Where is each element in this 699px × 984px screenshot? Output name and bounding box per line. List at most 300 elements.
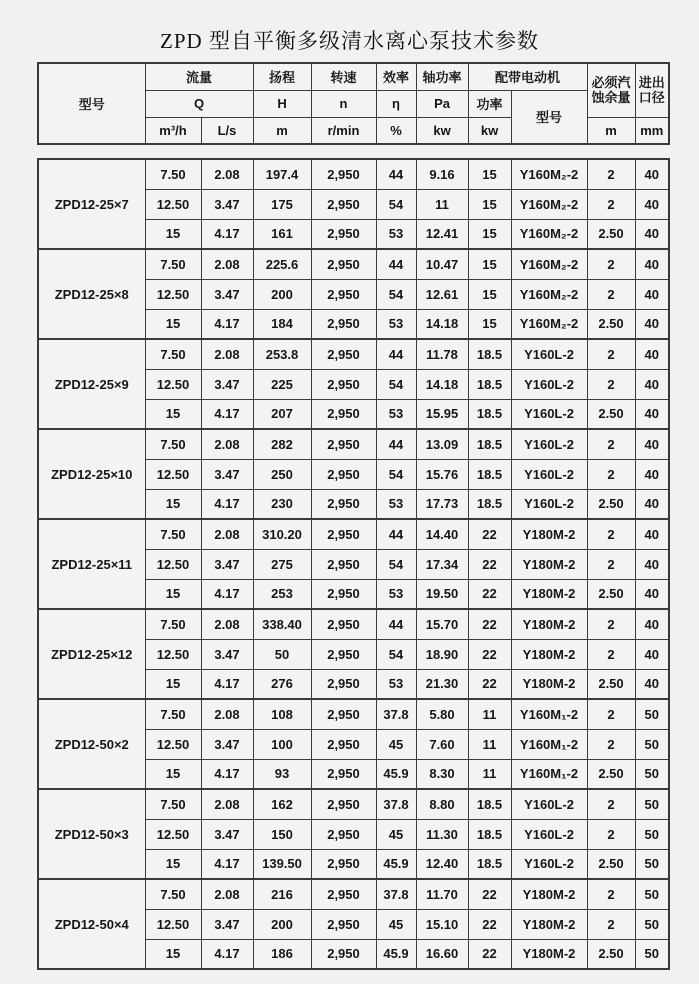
value-cell: Y160M₁-2 [511, 699, 587, 729]
value-cell: 22 [468, 519, 511, 549]
value-cell: 9.16 [416, 159, 468, 189]
value-cell: 45.9 [376, 939, 416, 969]
value-cell: 2 [587, 279, 635, 309]
value-cell: 3.47 [201, 729, 253, 759]
value-cell: 18.5 [468, 429, 511, 459]
value-cell: Y160M₁-2 [511, 759, 587, 789]
header-npsh [587, 63, 635, 117]
value-cell: 338.40 [253, 609, 311, 639]
value-cell: 2,950 [311, 549, 376, 579]
value-cell: 139.50 [253, 849, 311, 879]
header-npsh-line2: 蚀余量 [591, 90, 631, 106]
value-cell: 54 [376, 369, 416, 399]
value-cell: 216 [253, 879, 311, 909]
value-cell: 44 [376, 339, 416, 369]
value-cell: 22 [468, 609, 511, 639]
value-cell: 7.50 [145, 879, 201, 909]
value-cell: 2.50 [587, 489, 635, 519]
value-cell: 18.5 [468, 399, 511, 429]
value-cell: 18.5 [468, 819, 511, 849]
params-data-body [38, 159, 669, 969]
value-cell: 7.60 [416, 729, 468, 759]
value-cell: 15 [468, 189, 511, 219]
value-cell: 2 [587, 699, 635, 729]
value-cell: 40 [635, 429, 669, 459]
model-cell: ZPD12-25×8 [38, 249, 145, 339]
model-cell: ZPD12-50×3 [38, 789, 145, 879]
value-cell: 7.50 [145, 609, 201, 639]
value-cell: 17.73 [416, 489, 468, 519]
value-cell: 225.6 [253, 249, 311, 279]
model-cell: ZPD12-25×12 [38, 609, 145, 699]
value-cell: 40 [635, 159, 669, 189]
value-cell: 3.47 [201, 549, 253, 579]
model-cell: ZPD12-50×4 [38, 879, 145, 969]
value-cell: 15 [145, 759, 201, 789]
value-cell: 2,950 [311, 699, 376, 729]
value-cell: 2,950 [311, 879, 376, 909]
value-cell: 17.34 [416, 549, 468, 579]
value-cell: 44 [376, 519, 416, 549]
value-cell: 22 [468, 669, 511, 699]
value-cell: 225 [253, 369, 311, 399]
value-cell: 44 [376, 159, 416, 189]
value-cell: Y180M-2 [511, 909, 587, 939]
value-cell: 50 [635, 699, 669, 729]
header-shaft-power-symbol: Pa [416, 90, 468, 117]
value-cell: 53 [376, 579, 416, 609]
value-cell: 2.08 [201, 789, 253, 819]
value-cell: 50 [253, 639, 311, 669]
value-cell: 40 [635, 189, 669, 219]
value-cell: 50 [635, 849, 669, 879]
value-cell: 45.9 [376, 759, 416, 789]
value-cell: 22 [468, 549, 511, 579]
header-head: 扬程 [253, 63, 311, 90]
value-cell: 2.50 [587, 669, 635, 699]
value-cell: 184 [253, 309, 311, 339]
value-cell: 40 [635, 639, 669, 669]
value-cell: 40 [635, 609, 669, 639]
value-cell: 4.17 [201, 579, 253, 609]
value-cell: 4.17 [201, 309, 253, 339]
value-cell: 2,950 [311, 429, 376, 459]
value-cell: 54 [376, 549, 416, 579]
value-cell: 2.08 [201, 339, 253, 369]
value-cell: 14.18 [416, 309, 468, 339]
value-cell: 37.8 [376, 789, 416, 819]
params-header-table [37, 62, 670, 145]
table-row [38, 429, 669, 459]
model-cell: ZPD12-50×2 [38, 699, 145, 789]
value-cell: 2.08 [201, 159, 253, 189]
value-cell: 2.50 [587, 399, 635, 429]
header-port-line2: 口径 [638, 90, 665, 106]
value-cell: 162 [253, 789, 311, 819]
params-data-table [37, 158, 670, 970]
value-cell: 16.60 [416, 939, 468, 969]
value-cell: 15 [145, 219, 201, 249]
value-cell: 4.17 [201, 399, 253, 429]
page-title: ZPD 型自平衡多级清水离心泵技术参数 [160, 29, 539, 53]
value-cell: Y180M-2 [511, 549, 587, 579]
value-cell: 2.08 [201, 249, 253, 279]
value-cell: 2,950 [311, 759, 376, 789]
value-cell: 45 [376, 819, 416, 849]
value-cell: 2 [587, 549, 635, 579]
value-cell: 15.76 [416, 459, 468, 489]
table-row [38, 699, 669, 729]
value-cell: 54 [376, 459, 416, 489]
value-cell: 15 [145, 849, 201, 879]
value-cell: 2.50 [587, 939, 635, 969]
value-cell: 44 [376, 609, 416, 639]
value-cell: 4.17 [201, 849, 253, 879]
value-cell: 11.70 [416, 879, 468, 909]
value-cell: 2,950 [311, 849, 376, 879]
value-cell: 12.50 [145, 909, 201, 939]
value-cell: 12.50 [145, 189, 201, 219]
value-cell: Y160M₂-2 [511, 159, 587, 189]
header-flow: 流量 [145, 63, 253, 90]
value-cell: 11 [468, 759, 511, 789]
value-cell: 22 [468, 939, 511, 969]
model-cell: ZPD12-25×9 [38, 339, 145, 429]
value-cell: 5.80 [416, 699, 468, 729]
value-cell: Y180M-2 [511, 579, 587, 609]
value-cell: 4.17 [201, 759, 253, 789]
value-cell: 10.47 [416, 249, 468, 279]
value-cell: 12.50 [145, 279, 201, 309]
value-cell: 2.50 [587, 579, 635, 609]
value-cell: 18.5 [468, 459, 511, 489]
value-cell: 14.18 [416, 369, 468, 399]
value-cell: 18.5 [468, 369, 511, 399]
value-cell: Y160M₂-2 [511, 279, 587, 309]
value-cell: 44 [376, 249, 416, 279]
value-cell: 40 [635, 519, 669, 549]
value-cell: 15 [468, 249, 511, 279]
value-cell: 2 [587, 819, 635, 849]
value-cell: 50 [635, 789, 669, 819]
value-cell: 150 [253, 819, 311, 849]
value-cell: 2,950 [311, 789, 376, 819]
value-cell: 15 [145, 669, 201, 699]
header-npsh-unit: m [587, 117, 635, 144]
value-cell: 282 [253, 429, 311, 459]
value-cell: 2,950 [311, 369, 376, 399]
value-cell: 2 [587, 639, 635, 669]
value-cell: 40 [635, 249, 669, 279]
value-cell: 2.08 [201, 609, 253, 639]
value-cell: 40 [635, 489, 669, 519]
value-cell: 276 [253, 669, 311, 699]
value-cell: 2 [587, 909, 635, 939]
value-cell: 7.50 [145, 249, 201, 279]
value-cell: 50 [635, 879, 669, 909]
model-cell: ZPD12-25×7 [38, 159, 145, 249]
value-cell: 3.47 [201, 639, 253, 669]
value-cell: Y160L-2 [511, 789, 587, 819]
value-cell: 2,950 [311, 219, 376, 249]
header-motor: 配带电动机 [468, 63, 587, 90]
table-row [38, 789, 669, 819]
value-cell: 15.95 [416, 399, 468, 429]
value-cell: 40 [635, 219, 669, 249]
value-cell: 53 [376, 309, 416, 339]
value-cell: Y160L-2 [511, 399, 587, 429]
value-cell: 11.78 [416, 339, 468, 369]
value-cell: 2,950 [311, 669, 376, 699]
header-flow-symbol: Q [145, 90, 253, 117]
value-cell: 3.47 [201, 369, 253, 399]
value-cell: 2 [587, 609, 635, 639]
value-cell: 12.40 [416, 849, 468, 879]
value-cell: 3.47 [201, 189, 253, 219]
value-cell: 18.5 [468, 489, 511, 519]
value-cell: 37.8 [376, 699, 416, 729]
value-cell: 40 [635, 339, 669, 369]
value-cell: 2 [587, 729, 635, 759]
value-cell: 45.9 [376, 849, 416, 879]
value-cell: 2 [587, 789, 635, 819]
value-cell: 100 [253, 729, 311, 759]
value-cell: Y160L-2 [511, 429, 587, 459]
value-cell: 18.90 [416, 639, 468, 669]
value-cell: 2,950 [311, 189, 376, 219]
value-cell: 13.09 [416, 429, 468, 459]
value-cell: 50 [635, 909, 669, 939]
value-cell: Y180M-2 [511, 939, 587, 969]
value-cell: 40 [635, 459, 669, 489]
value-cell: 7.50 [145, 429, 201, 459]
value-cell: 15 [145, 399, 201, 429]
value-cell: 161 [253, 219, 311, 249]
header-shaft-power: 轴功率 [416, 63, 468, 90]
header-flow-unit-ls: L/s [201, 117, 253, 144]
value-cell: 54 [376, 639, 416, 669]
value-cell: 3.47 [201, 909, 253, 939]
value-cell: Y180M-2 [511, 519, 587, 549]
value-cell: 2,950 [311, 489, 376, 519]
value-cell: Y160L-2 [511, 339, 587, 369]
value-cell: 230 [253, 489, 311, 519]
value-cell: 200 [253, 909, 311, 939]
value-cell: 4.17 [201, 219, 253, 249]
value-cell: 2.08 [201, 429, 253, 459]
value-cell: 2 [587, 339, 635, 369]
value-cell: 15 [468, 159, 511, 189]
value-cell: Y160L-2 [511, 489, 587, 519]
header-motor-model: 型号 [511, 90, 587, 144]
table-row [38, 159, 669, 189]
value-cell: 45 [376, 729, 416, 759]
value-cell: 53 [376, 489, 416, 519]
value-cell: 2,950 [311, 909, 376, 939]
table-row [38, 879, 669, 909]
value-cell: Y180M-2 [511, 879, 587, 909]
value-cell: 2 [587, 159, 635, 189]
value-cell: 2.50 [587, 309, 635, 339]
value-cell: 2 [587, 369, 635, 399]
value-cell: 2,950 [311, 309, 376, 339]
value-cell: 253 [253, 579, 311, 609]
value-cell: 93 [253, 759, 311, 789]
table-row [38, 609, 669, 639]
header-efficiency: 效率 [376, 63, 416, 90]
value-cell: 54 [376, 189, 416, 219]
value-cell: 15.10 [416, 909, 468, 939]
value-cell: 108 [253, 699, 311, 729]
value-cell: 310.20 [253, 519, 311, 549]
value-cell: 3.47 [201, 459, 253, 489]
header-speed-symbol: n [311, 90, 376, 117]
value-cell: 7.50 [145, 339, 201, 369]
value-cell: 19.50 [416, 579, 468, 609]
value-cell: 253.8 [253, 339, 311, 369]
value-cell: 275 [253, 549, 311, 579]
value-cell: 22 [468, 639, 511, 669]
value-cell: 15 [145, 579, 201, 609]
header-motor-power: 功率 [468, 90, 511, 117]
header-shaft-power-unit: kw [416, 117, 468, 144]
value-cell: 3.47 [201, 819, 253, 849]
value-cell: 2,950 [311, 399, 376, 429]
value-cell: 200 [253, 279, 311, 309]
table-row [38, 339, 669, 369]
value-cell: 175 [253, 189, 311, 219]
value-cell: 15 [145, 309, 201, 339]
value-cell: 2,950 [311, 249, 376, 279]
value-cell: 40 [635, 369, 669, 399]
header-efficiency-unit: % [376, 117, 416, 144]
header-port [635, 63, 669, 117]
value-cell: 7.50 [145, 519, 201, 549]
table-row [38, 519, 669, 549]
header-head-unit: m [253, 117, 311, 144]
value-cell: 22 [468, 909, 511, 939]
value-cell: Y160M₁-2 [511, 729, 587, 759]
value-cell: 37.8 [376, 879, 416, 909]
value-cell: Y180M-2 [511, 669, 587, 699]
value-cell: 12.50 [145, 729, 201, 759]
value-cell: 15 [145, 489, 201, 519]
value-cell: 18.5 [468, 339, 511, 369]
value-cell: 18.5 [468, 789, 511, 819]
value-cell: 8.30 [416, 759, 468, 789]
value-cell: Y160M₂-2 [511, 309, 587, 339]
value-cell: 12.50 [145, 639, 201, 669]
value-cell: 7.50 [145, 159, 201, 189]
value-cell: 2 [587, 189, 635, 219]
value-cell: 40 [635, 309, 669, 339]
value-cell: 7.50 [145, 699, 201, 729]
value-cell: 7.50 [145, 789, 201, 819]
value-cell: Y160M₂-2 [511, 249, 587, 279]
value-cell: 15 [468, 219, 511, 249]
value-cell: 2.08 [201, 879, 253, 909]
header-speed: 转速 [311, 63, 376, 90]
header-model: 型号 [38, 63, 145, 144]
value-cell: 2 [587, 429, 635, 459]
value-cell: 12.50 [145, 819, 201, 849]
value-cell: 40 [635, 399, 669, 429]
value-cell: 186 [253, 939, 311, 969]
value-cell: 8.80 [416, 789, 468, 819]
value-cell: 53 [376, 219, 416, 249]
value-cell: Y160M₂-2 [511, 189, 587, 219]
value-cell: 11 [468, 729, 511, 759]
value-cell: 12.50 [145, 549, 201, 579]
value-cell: 3.47 [201, 279, 253, 309]
value-cell: 2.50 [587, 849, 635, 879]
value-cell: 40 [635, 549, 669, 579]
value-cell: 2,950 [311, 519, 376, 549]
value-cell: 11 [468, 699, 511, 729]
value-cell: 54 [376, 279, 416, 309]
header-port-unit: mm [635, 117, 669, 144]
value-cell: 50 [635, 729, 669, 759]
value-cell: 2.08 [201, 699, 253, 729]
value-cell: 4.17 [201, 669, 253, 699]
value-cell: Y160L-2 [511, 459, 587, 489]
value-cell: 2,950 [311, 639, 376, 669]
value-cell: 4.17 [201, 939, 253, 969]
value-cell: 12.41 [416, 219, 468, 249]
value-cell: 2.50 [587, 759, 635, 789]
value-cell: 15 [468, 279, 511, 309]
value-cell: 22 [468, 579, 511, 609]
value-cell: 45 [376, 909, 416, 939]
model-cell: ZPD12-25×11 [38, 519, 145, 609]
value-cell: Y160L-2 [511, 849, 587, 879]
value-cell: 11.30 [416, 819, 468, 849]
value-cell: 2,950 [311, 459, 376, 489]
value-cell: 40 [635, 669, 669, 699]
header-npsh-line1: 必须汽 [591, 74, 631, 90]
value-cell: 12.50 [145, 369, 201, 399]
value-cell: 207 [253, 399, 311, 429]
value-cell: 2 [587, 879, 635, 909]
value-cell: 2,950 [311, 729, 376, 759]
value-cell: 2.50 [587, 219, 635, 249]
value-cell: 2,950 [311, 939, 376, 969]
value-cell: 250 [253, 459, 311, 489]
value-cell: 18.5 [468, 849, 511, 879]
value-cell: 21.30 [416, 669, 468, 699]
value-cell: 2,950 [311, 339, 376, 369]
value-cell: 15.70 [416, 609, 468, 639]
value-cell: 2.08 [201, 519, 253, 549]
value-cell: 12.50 [145, 459, 201, 489]
value-cell: 40 [635, 279, 669, 309]
value-cell: 44 [376, 429, 416, 459]
value-cell: Y180M-2 [511, 609, 587, 639]
table-row [38, 249, 669, 279]
value-cell: 197.4 [253, 159, 311, 189]
value-cell: 2,950 [311, 819, 376, 849]
value-cell: 50 [635, 819, 669, 849]
value-cell: 15 [145, 939, 201, 969]
value-cell: 2,950 [311, 279, 376, 309]
value-cell: 22 [468, 879, 511, 909]
value-cell: 2 [587, 249, 635, 279]
value-cell: 2,950 [311, 579, 376, 609]
value-cell: 2 [587, 459, 635, 489]
header-head-symbol: H [253, 90, 311, 117]
value-cell: 53 [376, 669, 416, 699]
value-cell: Y160L-2 [511, 369, 587, 399]
